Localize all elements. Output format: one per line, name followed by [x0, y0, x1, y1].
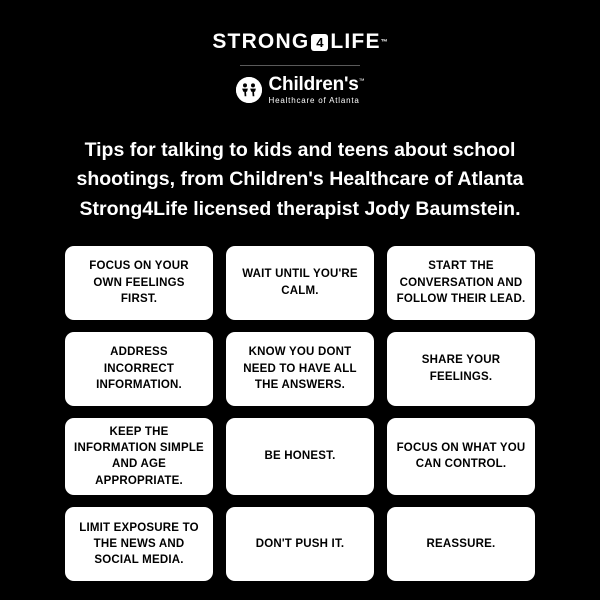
childrens-trademark: ™ [358, 78, 365, 85]
wordmark-trademark: ™ [380, 38, 388, 46]
tip-card: WAIT UNTIL YOU'RE CALM. [226, 246, 374, 320]
tip-card: ADDRESS INCORRECT INFORMATION. [65, 332, 213, 406]
childrens-text-block [269, 75, 365, 105]
strong4life-wordmark [212, 30, 387, 54]
tip-card: START THE CONVERSATION AND FOLLOW THEIR LEAD. [387, 246, 535, 320]
childrens-name: Children's™ [268, 74, 365, 95]
tips-grid [65, 246, 535, 581]
tip-card: KEEP THE INFORMATION SIMPLE AND AGE APPROPRIATE. [65, 418, 213, 495]
wordmark-four-badge: 4 [311, 34, 328, 51]
page-title: Tips for talking to kids and teens about school shootings, from Children's Healthcare of Atlanta Strong4Life licensed therapist Jody Baumstein. [76, 139, 524, 220]
tip-card: BE HONEST. [226, 418, 374, 495]
tip-card: DON'T PUSH IT. [226, 507, 374, 581]
tip-card: KNOW YOU DONT NEED TO HAVE ALL THE ANSWERS. [226, 332, 374, 406]
brand-lockup [212, 30, 387, 105]
wordmark-strong: STRONG [212, 30, 310, 53]
tip-card: FOCUS ON YOUR OWN FEELINGS FIRST. [65, 246, 213, 320]
tip-card: LIMIT EXPOSURE TO THE NEWS AND SOCIAL MEDIA. [65, 507, 213, 581]
childrens-subtitle: Healthcare of Atlanta [268, 96, 360, 105]
wordmark-life: LIFE [330, 30, 381, 53]
tip-card: REASSURE. [387, 507, 535, 581]
childrens-healthcare-logo [236, 75, 365, 105]
children-figures-icon [236, 77, 262, 103]
brand-divider [240, 65, 360, 66]
tip-card: FOCUS ON WHAT YOU CAN CONTROL. [387, 418, 535, 495]
tip-card: SHARE YOUR FEELINGS. [387, 332, 535, 406]
